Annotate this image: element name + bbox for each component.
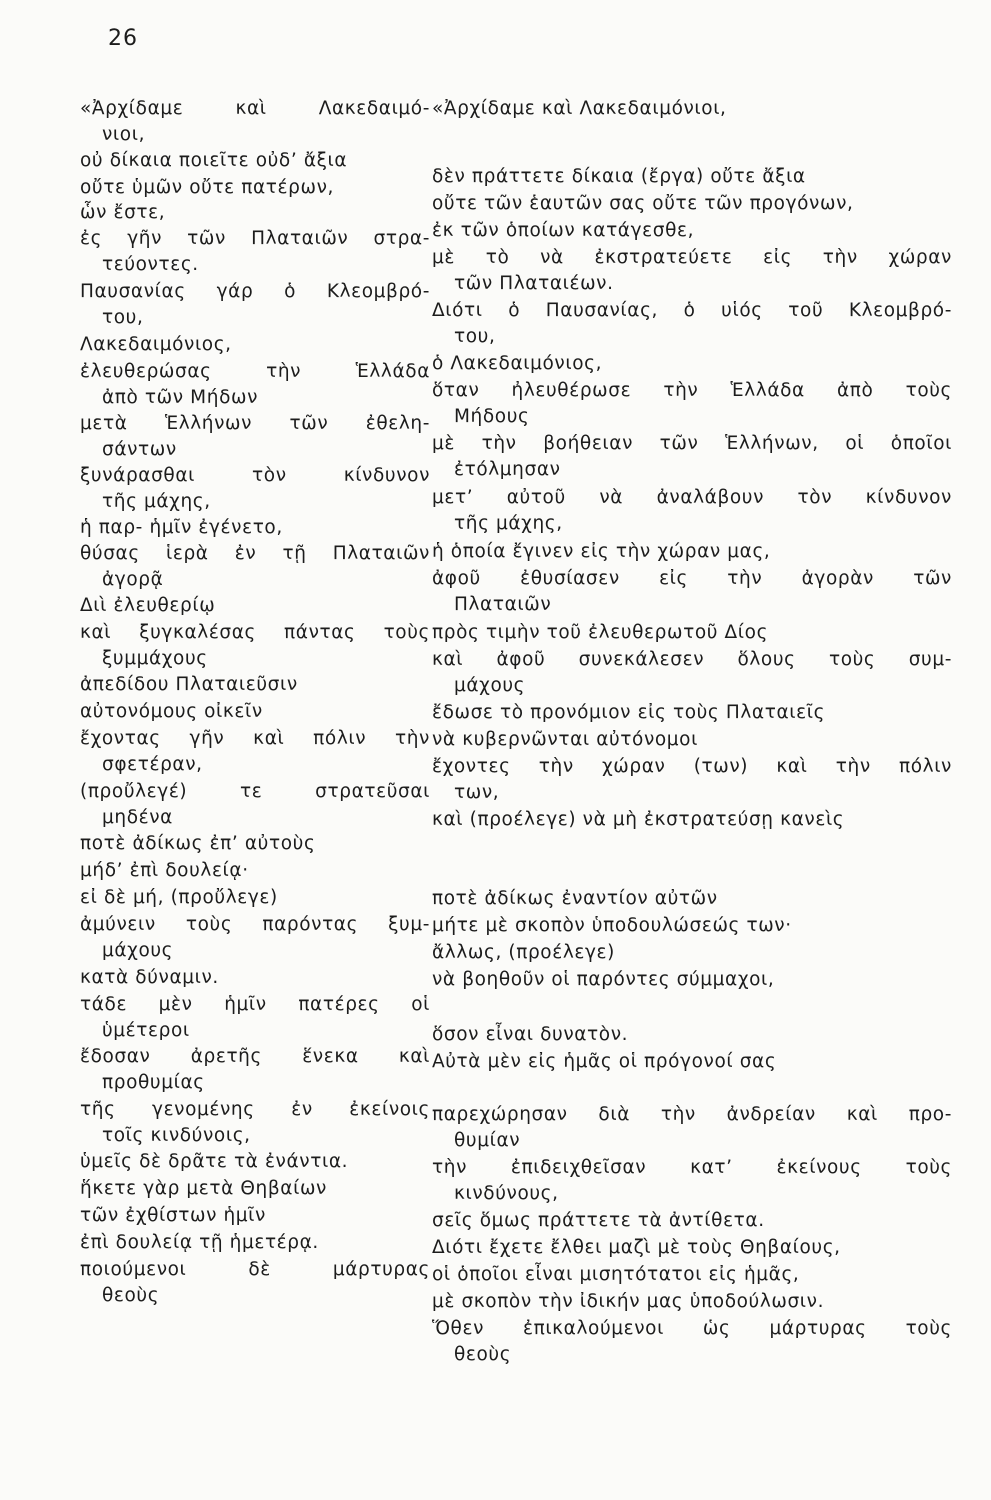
ancient-line: [80, 699, 430, 725]
translation-line: [432, 378, 952, 430]
ancient-line: [80, 992, 430, 1044]
line-text: οὐ δίκαια ποιεῖτε οὐδ’ ἄξια: [80, 150, 348, 171]
line-text: Παυσανίας γάρ ὁ Κλεομβρό-: [80, 281, 430, 302]
line-text: ἀπεδίδου Πλαταιεῦσιν: [80, 674, 298, 695]
translation-line: [432, 1155, 952, 1207]
line-continuation: τῆς μάχης,: [454, 513, 563, 534]
line-text: καὶ ξυγκαλέσας πάντας τοὺς: [80, 622, 430, 643]
line-continuation: τῆς μάχης,: [102, 491, 211, 512]
translation-line: [432, 1049, 952, 1075]
line-continuation: των,: [454, 782, 500, 803]
line-text: ἡ ὁποία ἔγινεν εἰς τὴν χώραν μας,: [432, 541, 771, 562]
line-continuation: προθυμίας: [102, 1072, 205, 1093]
line-text: ὑμεῖς δὲ δρᾶτε τὰ ἐνάντια.: [80, 1151, 349, 1172]
line-text: ὅταν ἠλευθέρωσε τὴν Ἑλλάδα ἀπὸ τοὺς: [432, 380, 952, 401]
translation-line: [432, 164, 952, 190]
line-text: Λακεδαιμόνιος,: [80, 334, 232, 355]
line-continuation: Μήδους: [454, 406, 530, 427]
line-text: μὲ τὴν βοήθειαν τῶν Ἑλλήνων, οἱ ὁποῖοι: [432, 433, 952, 454]
translation-line: [432, 485, 952, 537]
line-text: καὶ ἀφοῦ συνεκάλεσεν ὅλους τοὺς συμ-: [432, 649, 952, 670]
line-text: ἀφοῦ ἐθυσίασεν εἰς τὴν ἀγορὰν τῶν: [432, 568, 952, 589]
line-continuation: τῶν Πλαταιέων.: [454, 273, 614, 294]
ancient-line: [80, 912, 430, 964]
ancient-line: [80, 1230, 430, 1256]
line-text: τάδε μὲν ἡμῖν πατέρες οἱ: [80, 994, 430, 1015]
ancient-line: [80, 858, 430, 884]
line-continuation: θεοὺς: [102, 1285, 160, 1306]
translation-line: [432, 620, 952, 646]
line-text: (προὔλεγέ) τε στρατεῦσαι: [80, 781, 430, 802]
line-text: «Ἀρχίδαμε καὶ Λακεδαιμό-: [80, 98, 430, 119]
line-text: Διότι ἔχετε ἔλθει μαζὶ μὲ τοὺς Θηβαίους,: [432, 1237, 841, 1258]
line-text: μετὰ Ἑλλήνων τῶν ἐθελη-: [80, 413, 430, 434]
translation-line: [432, 1235, 952, 1261]
line-text: εἰ δὲ μή, (προὔλεγε): [80, 887, 278, 908]
translation-line: [432, 1262, 952, 1288]
ancient-line: [80, 359, 430, 411]
line-text: Διὶ ἐλευθερίῳ: [80, 595, 216, 616]
ancient-line: [80, 96, 430, 148]
line-text: ὁ Λακεδαιμόνιος,: [432, 353, 603, 374]
line-text: κατὰ δύναμιν.: [80, 967, 219, 988]
ancient-line: [80, 885, 430, 911]
ancient-line: [80, 200, 430, 226]
line-continuation: Πλαταιῶν: [454, 594, 552, 615]
translation-line: [432, 913, 952, 939]
line-continuation: τοῖς κινδύνοις,: [102, 1125, 251, 1146]
page-number: 26: [108, 26, 138, 51]
ancient-line: [80, 831, 430, 857]
translation-line: [432, 1208, 952, 1234]
line-text: παρεχώρησαν διὰ τὴν ἀνδρείαν καὶ προ-: [432, 1104, 952, 1125]
line-text: ἔχοντες τὴν χώραν (των) καὶ τὴν πόλιν: [432, 756, 952, 777]
line-text: Διότι ὁ Παυσανίας, ὁ υἱός τοῦ Κλεομβρό-: [432, 300, 952, 321]
ancient-line: [80, 332, 430, 358]
line-continuation: μάχους: [454, 675, 526, 696]
line-text: θύσας ἱερὰ ἐν τῇ Πλαταιῶν: [80, 543, 430, 564]
translation-line: [432, 727, 952, 753]
line-continuation: του,: [102, 307, 144, 328]
line-continuation: ἀγορᾷ: [102, 569, 164, 590]
ancient-line: [80, 279, 430, 331]
translation-line: [432, 351, 952, 377]
line-continuation: θεοὺς: [454, 1344, 512, 1365]
line-text: τῶν ἐχθίστων ἡμῖν: [80, 1205, 266, 1226]
translation-line: [432, 245, 952, 297]
line-continuation: νιοι,: [102, 124, 146, 145]
line-text: ἥκετε γὰρ μετὰ Θηβαίων: [80, 1178, 327, 1199]
ancient-line: [80, 1176, 430, 1202]
line-text: ὅσον εἶναι δυνατὸν.: [432, 1024, 629, 1045]
line-continuation: ὑμέτεροι: [102, 1020, 190, 1041]
line-text: μετ’ αὐτοῦ νὰ ἀναλάβουν τὸν κίνδυνον: [432, 487, 952, 508]
ancient-line: [80, 1097, 430, 1149]
ancient-line: [80, 226, 430, 278]
line-text: ἐς γῆν τῶν Πλαταιῶν στρα-: [80, 228, 430, 249]
line-text: ἐλευθερώσας τὴν Ἑλλάδα: [80, 361, 430, 382]
line-text: οἱ ὁποῖοι εἶναι μισητότατοι εἰς ἡμᾶς,: [432, 1264, 800, 1285]
translation-line: [432, 967, 952, 993]
line-text: οὔτε ὑμῶν οὔτε πατέρων,: [80, 177, 334, 198]
line-text: μήδ’ ἐπὶ δουλείᾳ·: [80, 860, 249, 881]
line-text: ἄλλως, (προέλεγε): [432, 942, 615, 963]
ancient-line: [80, 1257, 430, 1309]
line-continuation: ξυμμάχους: [102, 648, 208, 669]
line-text: ἔχοντας γῆν καὶ πόλιν τὴν: [80, 728, 430, 749]
translation-line: [432, 647, 952, 699]
ancient-line: [80, 148, 430, 174]
line-text: «Ἀρχίδαμε καὶ Λακεδαιμόνιοι,: [432, 98, 727, 119]
ancient-line: [80, 541, 430, 593]
translation-line: [432, 1316, 952, 1368]
line-text: σεῖς ὅμως πράττετε τὰ ἀντίθετα.: [432, 1210, 765, 1231]
ancient-line: [80, 593, 430, 619]
translation-line: [432, 96, 952, 122]
line-text: ποτὲ ἀδίκως ἐπ’ αὐτοὺς: [80, 833, 316, 854]
line-continuation: θυμίαν: [454, 1130, 521, 1151]
translation-line: [432, 940, 952, 966]
line-text: ἐπὶ δουλείᾳ τῇ ἡμετέρᾳ.: [80, 1232, 319, 1253]
ancient-line: [80, 175, 430, 201]
line-text: ἔδοσαν ἀρετῆς ἕνεκα καὶ: [80, 1046, 430, 1067]
line-continuation: ἐτόλμησαν: [454, 459, 561, 480]
line-continuation: μάχους: [102, 940, 174, 961]
line-text: Αὐτὰ μὲν εἰς ἡμᾶς οἱ πρόγονοί σας: [432, 1051, 777, 1072]
ancient-line: [80, 672, 430, 698]
ancient-line: [80, 726, 430, 778]
line-text: ποτὲ ἀδίκως ἐναντίον αὐτῶν: [432, 888, 718, 909]
line-text: πρὸς τιμὴν τοῦ ἐλευθερωτοῦ Δίος: [432, 622, 769, 643]
ancient-line: [80, 1203, 430, 1229]
ancient-line: [80, 1044, 430, 1096]
line-continuation: του,: [454, 326, 496, 347]
translation-line: [432, 807, 952, 833]
translation-line: [432, 754, 952, 806]
translation-line: [432, 700, 952, 726]
ancient-line: [80, 411, 430, 463]
line-text: μὲ τὸ νὰ ἐκστρατεύετε εἰς τὴν χώραν: [432, 247, 952, 268]
line-text: ἐκ τῶν ὁποίων κατάγεσθε,: [432, 220, 695, 241]
translation-line: [432, 886, 952, 912]
ancient-line: [80, 620, 430, 672]
line-text: τῆς γενομένης ἐν ἐκείνοις: [80, 1099, 430, 1120]
line-continuation: ἀπὸ τῶν Μήδων: [102, 387, 259, 408]
translation-line: [432, 1102, 952, 1154]
line-text: μὲ σκοπὸν τὴν ἰδικήν μας ὑποδούλωσιν.: [432, 1291, 825, 1312]
line-text: οὔτε τῶν ἑαυτῶν σας οὔτε τῶν προγόνων,: [432, 193, 854, 214]
line-text: ἡ παρ- ἡμῖν ἐγένετο,: [80, 517, 283, 538]
ancient-line: [80, 779, 430, 831]
line-text: αὐτονόμους οἰκεῖν: [80, 701, 263, 722]
translation-line: [432, 191, 952, 217]
ancient-line: [80, 463, 430, 515]
ancient-line: [80, 965, 430, 991]
line-text: καὶ (προέλεγε) νὰ μὴ ἐκστρατεύσῃ κανεὶς: [432, 809, 845, 830]
line-text: ποιούμενοι δὲ μάρτυρας: [80, 1259, 430, 1280]
ancient-line: [80, 515, 430, 541]
line-text: Ὅθεν ἐπικαλούμενοι ὡς μάρτυρας τοὺς: [432, 1318, 952, 1339]
line-continuation: σάντων: [102, 439, 177, 460]
translation-line: [432, 431, 952, 483]
translation-line: [432, 218, 952, 244]
line-continuation: μηδένα: [102, 807, 173, 828]
line-text: τὴν ἐπιδειχθεῖσαν κατ’ ἐκείνους τοὺς: [432, 1157, 952, 1178]
line-text: νὰ κυβερνῶνται αὐτόνομοι: [432, 729, 698, 750]
line-text: νὰ βοηθοῦν οἱ παρόντες σύμμαχοι,: [432, 969, 775, 990]
translation-line: [432, 566, 952, 618]
translation-line: [432, 298, 952, 350]
line-continuation: κινδύνους,: [454, 1183, 559, 1204]
translation-line: [432, 1022, 952, 1048]
line-text: μήτε μὲ σκοπὸν ὑποδουλώσεώς των·: [432, 915, 792, 936]
line-text: δὲν πράττετε δίκαια (ἔργα) οὔτε ἄξια: [432, 166, 806, 187]
translation-line: [432, 539, 952, 565]
line-text: ξυνάρασθαι τὸν κίνδυνον: [80, 465, 430, 486]
line-continuation: τεύοντες.: [102, 254, 199, 275]
line-text: ἔδωσε τὸ προνόμιον εἰς τοὺς Πλαταιεῖς: [432, 702, 826, 723]
line-continuation: σφετέραν,: [102, 754, 203, 775]
line-text: ὧν ἔστε,: [80, 202, 166, 223]
line-text: ἀμύνειν τοὺς παρόντας ξυμ-: [80, 914, 430, 935]
ancient-line: [80, 1149, 430, 1175]
translation-line: [432, 1289, 952, 1315]
